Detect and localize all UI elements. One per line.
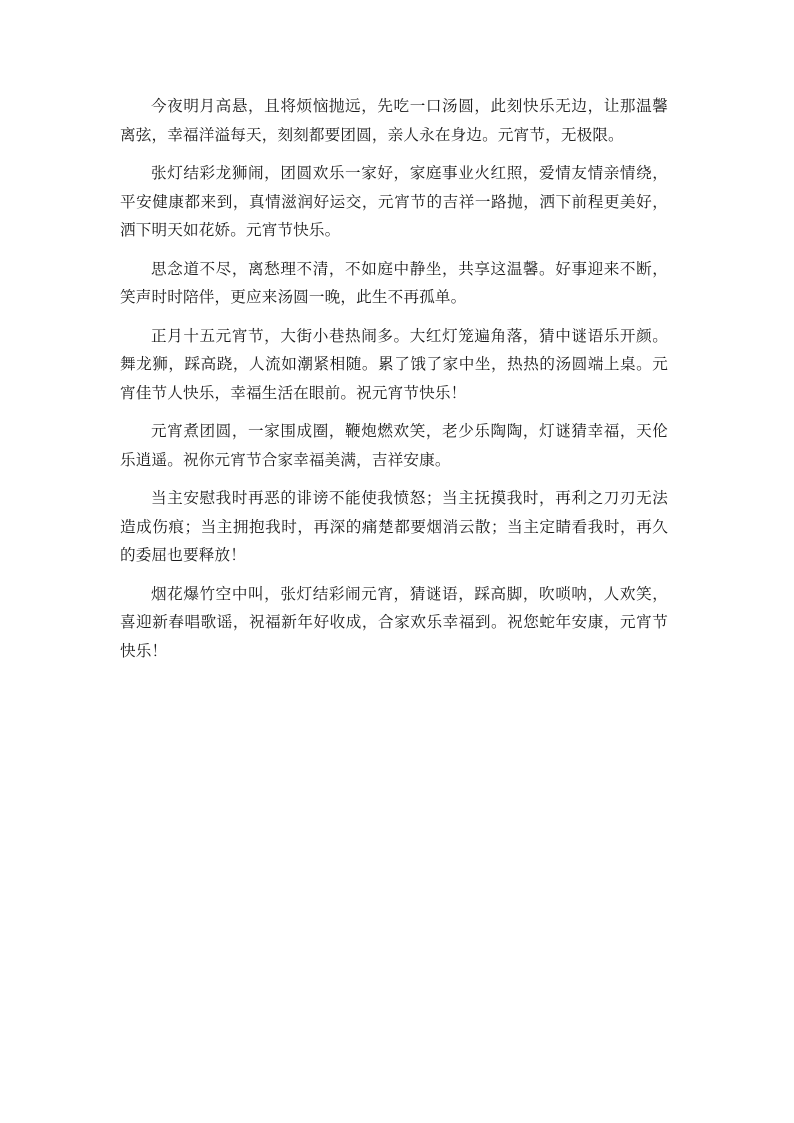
paragraph: 思念道不尽，离愁理不清，不如庭中静坐，共享这温馨。好事迎来不断，笑声时时陪伴，更应来汤圆一晚，此生不再孤单。: [120, 259, 668, 306]
document-body: [120, 92, 668, 675]
paragraph: 正月十五元宵节，大街小巷热闹多。大红灯笼遍角落，猜中谜语乐开颜。舞龙狮，踩高跷，人流如潮紧相随。累了饿了家中坐，热热的汤圆端上桌。元宵佳节人快乐，幸福生活在眼前。祝元宵节快乐！: [120, 326, 668, 402]
paragraph: 张灯结彩龙狮闹，团圆欢乐一家好，家庭事业火红照，爱情友情亲情绕，平安健康都来到，真情滋润好运交，元宵节的吉祥一路抛，洒下前程更美好，洒下明天如花娇。元宵节快乐。: [120, 164, 668, 239]
paragraph: 今夜明月高悬，且将烦恼抛远，先吃一口汤圆，此刻快乐无边，让那温馨离弦，幸福洋溢每天，刻刻都要团圆，亲人永在身边。元宵节，无极限。: [120, 97, 668, 144]
paragraph: 元宵煮团圆，一家围成圈，鞭炮燃欢笑，老少乐陶陶，灯谜猜幸福，天伦乐逍遥。祝你元宵节合家幸福美满，吉祥安康。: [120, 422, 668, 469]
paragraph: 当主安慰我时再恶的诽谤不能使我愤怒；当主抚摸我时，再利之刀刃无法造成伤痕；当主拥抱我时，再深的痛楚都要烟消云散；当主定睛看我时，再久的委屈也要释放！: [120, 489, 668, 564]
paragraph: 烟花爆竹空中叫，张灯结彩闹元宵，猜谜语，踩高脚，吹唢呐，人欢笑，喜迎新春唱歌谣，祝福新年好收成，合家欢乐幸福到。祝您蛇年安康，元宵节快乐！: [120, 584, 668, 660]
